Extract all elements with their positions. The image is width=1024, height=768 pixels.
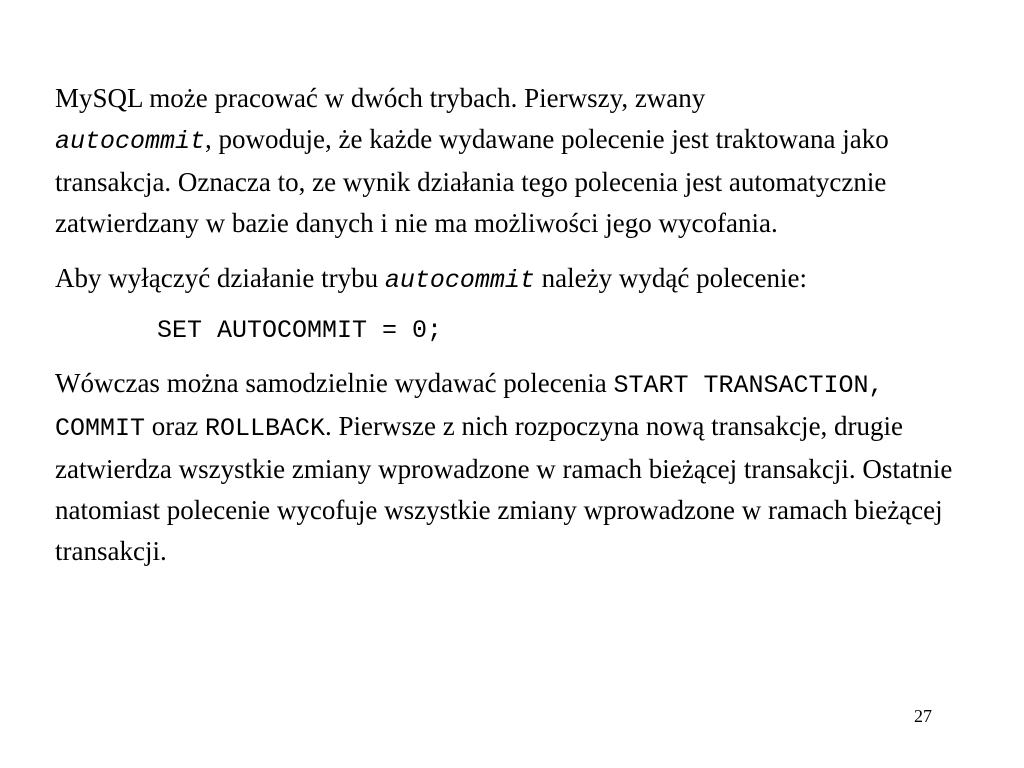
paragraph3-text-b: oraz bbox=[145, 411, 205, 441]
paragraph3-text-a: Wówczas można samodzielnie wydawać polecenia bbox=[55, 368, 614, 398]
paragraph3-text-c: . Pierwsze z nich rozpoczyna nową transakcje, drugie zatwierdza wszystkie zmiany wprowadzone w ramach bieżącej transakcji. Ostatnie natomiast polecenie wycofuje wszystkie zmiany wprowadzone w ramach bieżącej transakcji. bbox=[55, 411, 953, 566]
autocommit-code-term-2: autocommit bbox=[384, 266, 535, 295]
paragraph2-text-a: Aby wyłączyć działanie trybu bbox=[55, 263, 385, 293]
paragraph1-text-b: , powoduje, że każde wydawane polecenie jest traktowana jako transakcja. Oznacza to, ze wynik działania tego polecenia jest automatycznie zatwierdzany w bazie danych i nie ma możliwości jego wycofania. bbox=[55, 124, 889, 238]
set-autocommit-statement: SET AUTOCOMMIT = 0; bbox=[157, 316, 443, 345]
paragraph-autocommit-description bbox=[55, 78, 985, 244]
paragraph1-text-a: MySQL może pracować w dwóch trybach. Pierwszy, zwany bbox=[55, 83, 706, 113]
paragraph2-text-b: należy wydąć polecenie: bbox=[534, 263, 808, 293]
page-number: 27 bbox=[914, 706, 932, 726]
start-transaction-commit-code: START TRANSACTION, COMMIT bbox=[55, 371, 884, 443]
paragraph-disable-autocommit bbox=[55, 258, 985, 301]
rollback-code: ROLLBACK bbox=[204, 414, 326, 443]
autocommit-code-term: autocommit bbox=[55, 127, 206, 156]
paragraph-transaction-commands bbox=[55, 363, 985, 572]
slide-body bbox=[55, 78, 985, 572]
